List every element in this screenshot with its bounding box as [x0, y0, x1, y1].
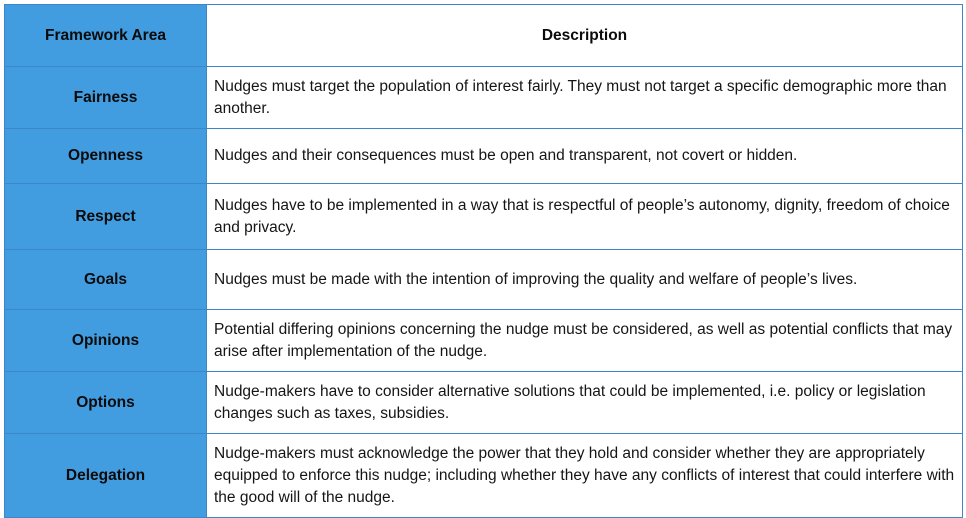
area-cell: Options	[5, 372, 207, 434]
description-cell: Nudge-makers have to consider alternative solutions that could be implemented, i.e. policy or legislation changes such as taxes, subsidies.	[207, 372, 963, 434]
description-cell: Nudges must target the population of interest fairly. They must not target a specific demographic more than another.	[207, 67, 963, 129]
description-cell: Nudges and their consequences must be open and transparent, not covert or hidden.	[207, 129, 963, 184]
table-row-goals	[5, 250, 963, 310]
area-cell: Openness	[5, 129, 207, 184]
table-row-opinions	[5, 310, 963, 372]
description-cell: Nudge-makers must acknowledge the power that they hold and consider whether they are appropriately equipped to enforce this nudge; including whether they have any conflicts of interest that could interfere with the good will of the nudge.	[207, 434, 963, 518]
table-header-row	[5, 5, 963, 67]
table-row-delegation	[5, 434, 963, 518]
area-cell: Opinions	[5, 310, 207, 372]
table-row-openness	[5, 129, 963, 184]
area-cell: Goals	[5, 250, 207, 310]
header-framework-area: Framework Area	[5, 5, 207, 67]
description-cell: Nudges must be made with the intention of improving the quality and welfare of people’s lives.	[207, 250, 963, 310]
framework-table	[4, 4, 963, 518]
area-cell: Fairness	[5, 67, 207, 129]
table-row-respect	[5, 184, 963, 250]
description-cell: Nudges have to be implemented in a way that is respectful of people’s autonomy, dignity, freedom of choice and privacy.	[207, 184, 963, 250]
header-description: Description	[207, 5, 963, 67]
area-cell: Delegation	[5, 434, 207, 518]
table-row-fairness	[5, 67, 963, 129]
table-row-options	[5, 372, 963, 434]
description-cell: Potential differing opinions concerning the nudge must be considered, as well as potential conflicts that may arise after implementation of the nudge.	[207, 310, 963, 372]
area-cell: Respect	[5, 184, 207, 250]
